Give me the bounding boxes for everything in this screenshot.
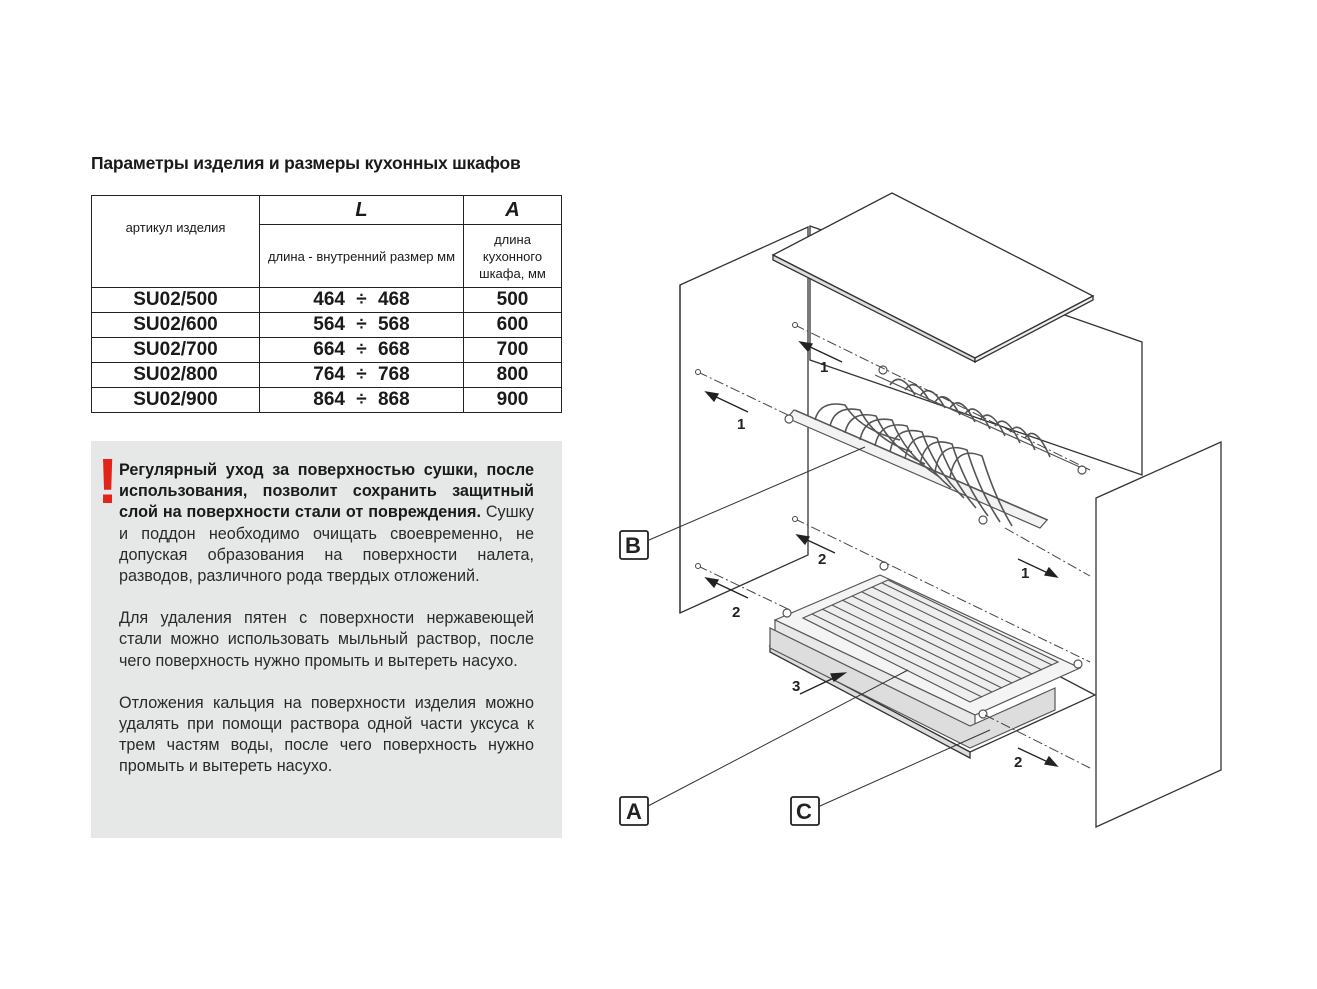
table-row: [92, 363, 562, 388]
note-regular-text: Сушку и поддон необходимо очищать своевременно, не допуская образования на поверхности налета, разводов, различного рода твердых отложений.: [119, 503, 534, 586]
article-header: артикул изделия: [92, 196, 260, 288]
step-number-label: 3: [792, 678, 801, 695]
note-paragraph-2: Для удаления пятен с поверхности нержавеющей стали можно использовать мыльный раствор, после чего поверхность нужно промыть и вытереть насухо.: [119, 609, 534, 670]
warning-exclamation-icon: !: [97, 445, 119, 517]
right-side-panel: [1096, 442, 1221, 827]
L-cell: 864 ÷ 868: [260, 388, 464, 413]
A-cell: 700: [464, 338, 562, 363]
A-letter-header: A: [464, 196, 562, 225]
step-number-label: 2: [732, 604, 741, 621]
cabinet-assembly-diagram: [600, 180, 1240, 860]
article-cell: SU02/700: [92, 338, 260, 363]
L-cell: 664 ÷ 668: [260, 338, 464, 363]
label-B-text: B: [625, 533, 641, 558]
note-paragraph-1: [119, 460, 534, 587]
L-desc-header: длина - внутренний размер мм: [260, 225, 464, 288]
L-letter-header: L: [260, 196, 464, 225]
A-cell: 500: [464, 288, 562, 313]
A-cell: 900: [464, 388, 562, 413]
care-note-box: [91, 441, 562, 838]
article-cell: SU02/800: [92, 363, 260, 388]
article-cell: SU02/500: [92, 288, 260, 313]
L-cell: 464 ÷ 468: [260, 288, 464, 313]
page-title: Параметры изделия и размеры кухонных шкафов: [91, 153, 521, 173]
A-cell: 600: [464, 313, 562, 338]
A-cell: 800: [464, 363, 562, 388]
article-cell: SU02/900: [92, 388, 260, 413]
table-row: [92, 288, 562, 313]
table-row: [92, 338, 562, 363]
table-row: [92, 388, 562, 413]
care-note-text: [119, 460, 534, 799]
label-C-text: C: [796, 799, 812, 824]
step-number-label: 2: [1014, 754, 1023, 771]
A-desc-header: длина кухонного шкафа, мм: [464, 225, 562, 288]
article-cell: SU02/600: [92, 313, 260, 338]
note-bold-text: Регулярный уход за поверхностью сушки, после использования, позволит сохранить защитный слой на поверхности стали от повреждения.: [119, 461, 534, 522]
step-number-label: 2: [818, 551, 827, 568]
table-row: [92, 313, 562, 338]
step-number-label: 1: [1021, 565, 1030, 582]
label-A-text: A: [626, 799, 642, 824]
note-paragraph-3: Отложения кальция на поверхности изделия можно удалять при помощи раствора одной части уксуса к трем частям воды, после чего поверхность нужно промыть и вытереть насухо.: [119, 693, 534, 776]
L-cell: 564 ÷ 568: [260, 313, 464, 338]
step-number-label: 1: [820, 359, 829, 376]
spec-table: [91, 195, 562, 413]
L-cell: 764 ÷ 768: [260, 363, 464, 388]
step-number-label: 1: [737, 416, 746, 433]
